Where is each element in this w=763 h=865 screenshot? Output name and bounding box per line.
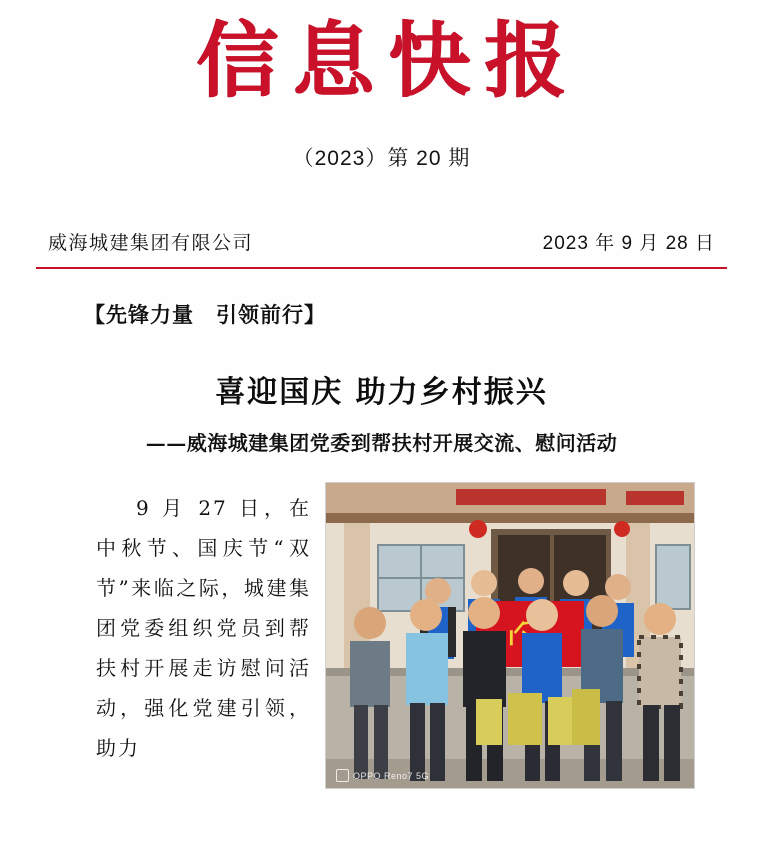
article-subheadline: ——威海城建集团党委到帮扶村开展交流、慰问活动 [145, 431, 618, 456]
photo-watermark-text: OPPO Reno7 5G [353, 770, 430, 781]
publisher-name: 威海城建集团有限公司 [48, 233, 254, 255]
camera-icon [336, 769, 349, 782]
article-headline: 喜迎国庆 助力乡村振兴 [215, 375, 548, 411]
article-body-area [0, 482, 763, 792]
photo-watermark [336, 769, 429, 782]
publication-date: 2023 年 9 月 28 日 [542, 233, 715, 255]
article-body-text: 9 月 27 日，在中秋节、国庆节“双节”来临之际，城建集团党委组织党员到帮扶村开展走访慰问活动，强化党建引领，助力 [96, 496, 311, 761]
column-heading: 【先锋力量 引领前行】 [84, 302, 326, 328]
article-photo [325, 482, 695, 789]
red-divider-rule [36, 267, 727, 269]
publisher-row [48, 228, 715, 255]
masthead [0, 0, 763, 108]
masthead-title: 信息快报 [196, 13, 581, 109]
issue-number: （2023）第 20 期 [292, 147, 471, 171]
